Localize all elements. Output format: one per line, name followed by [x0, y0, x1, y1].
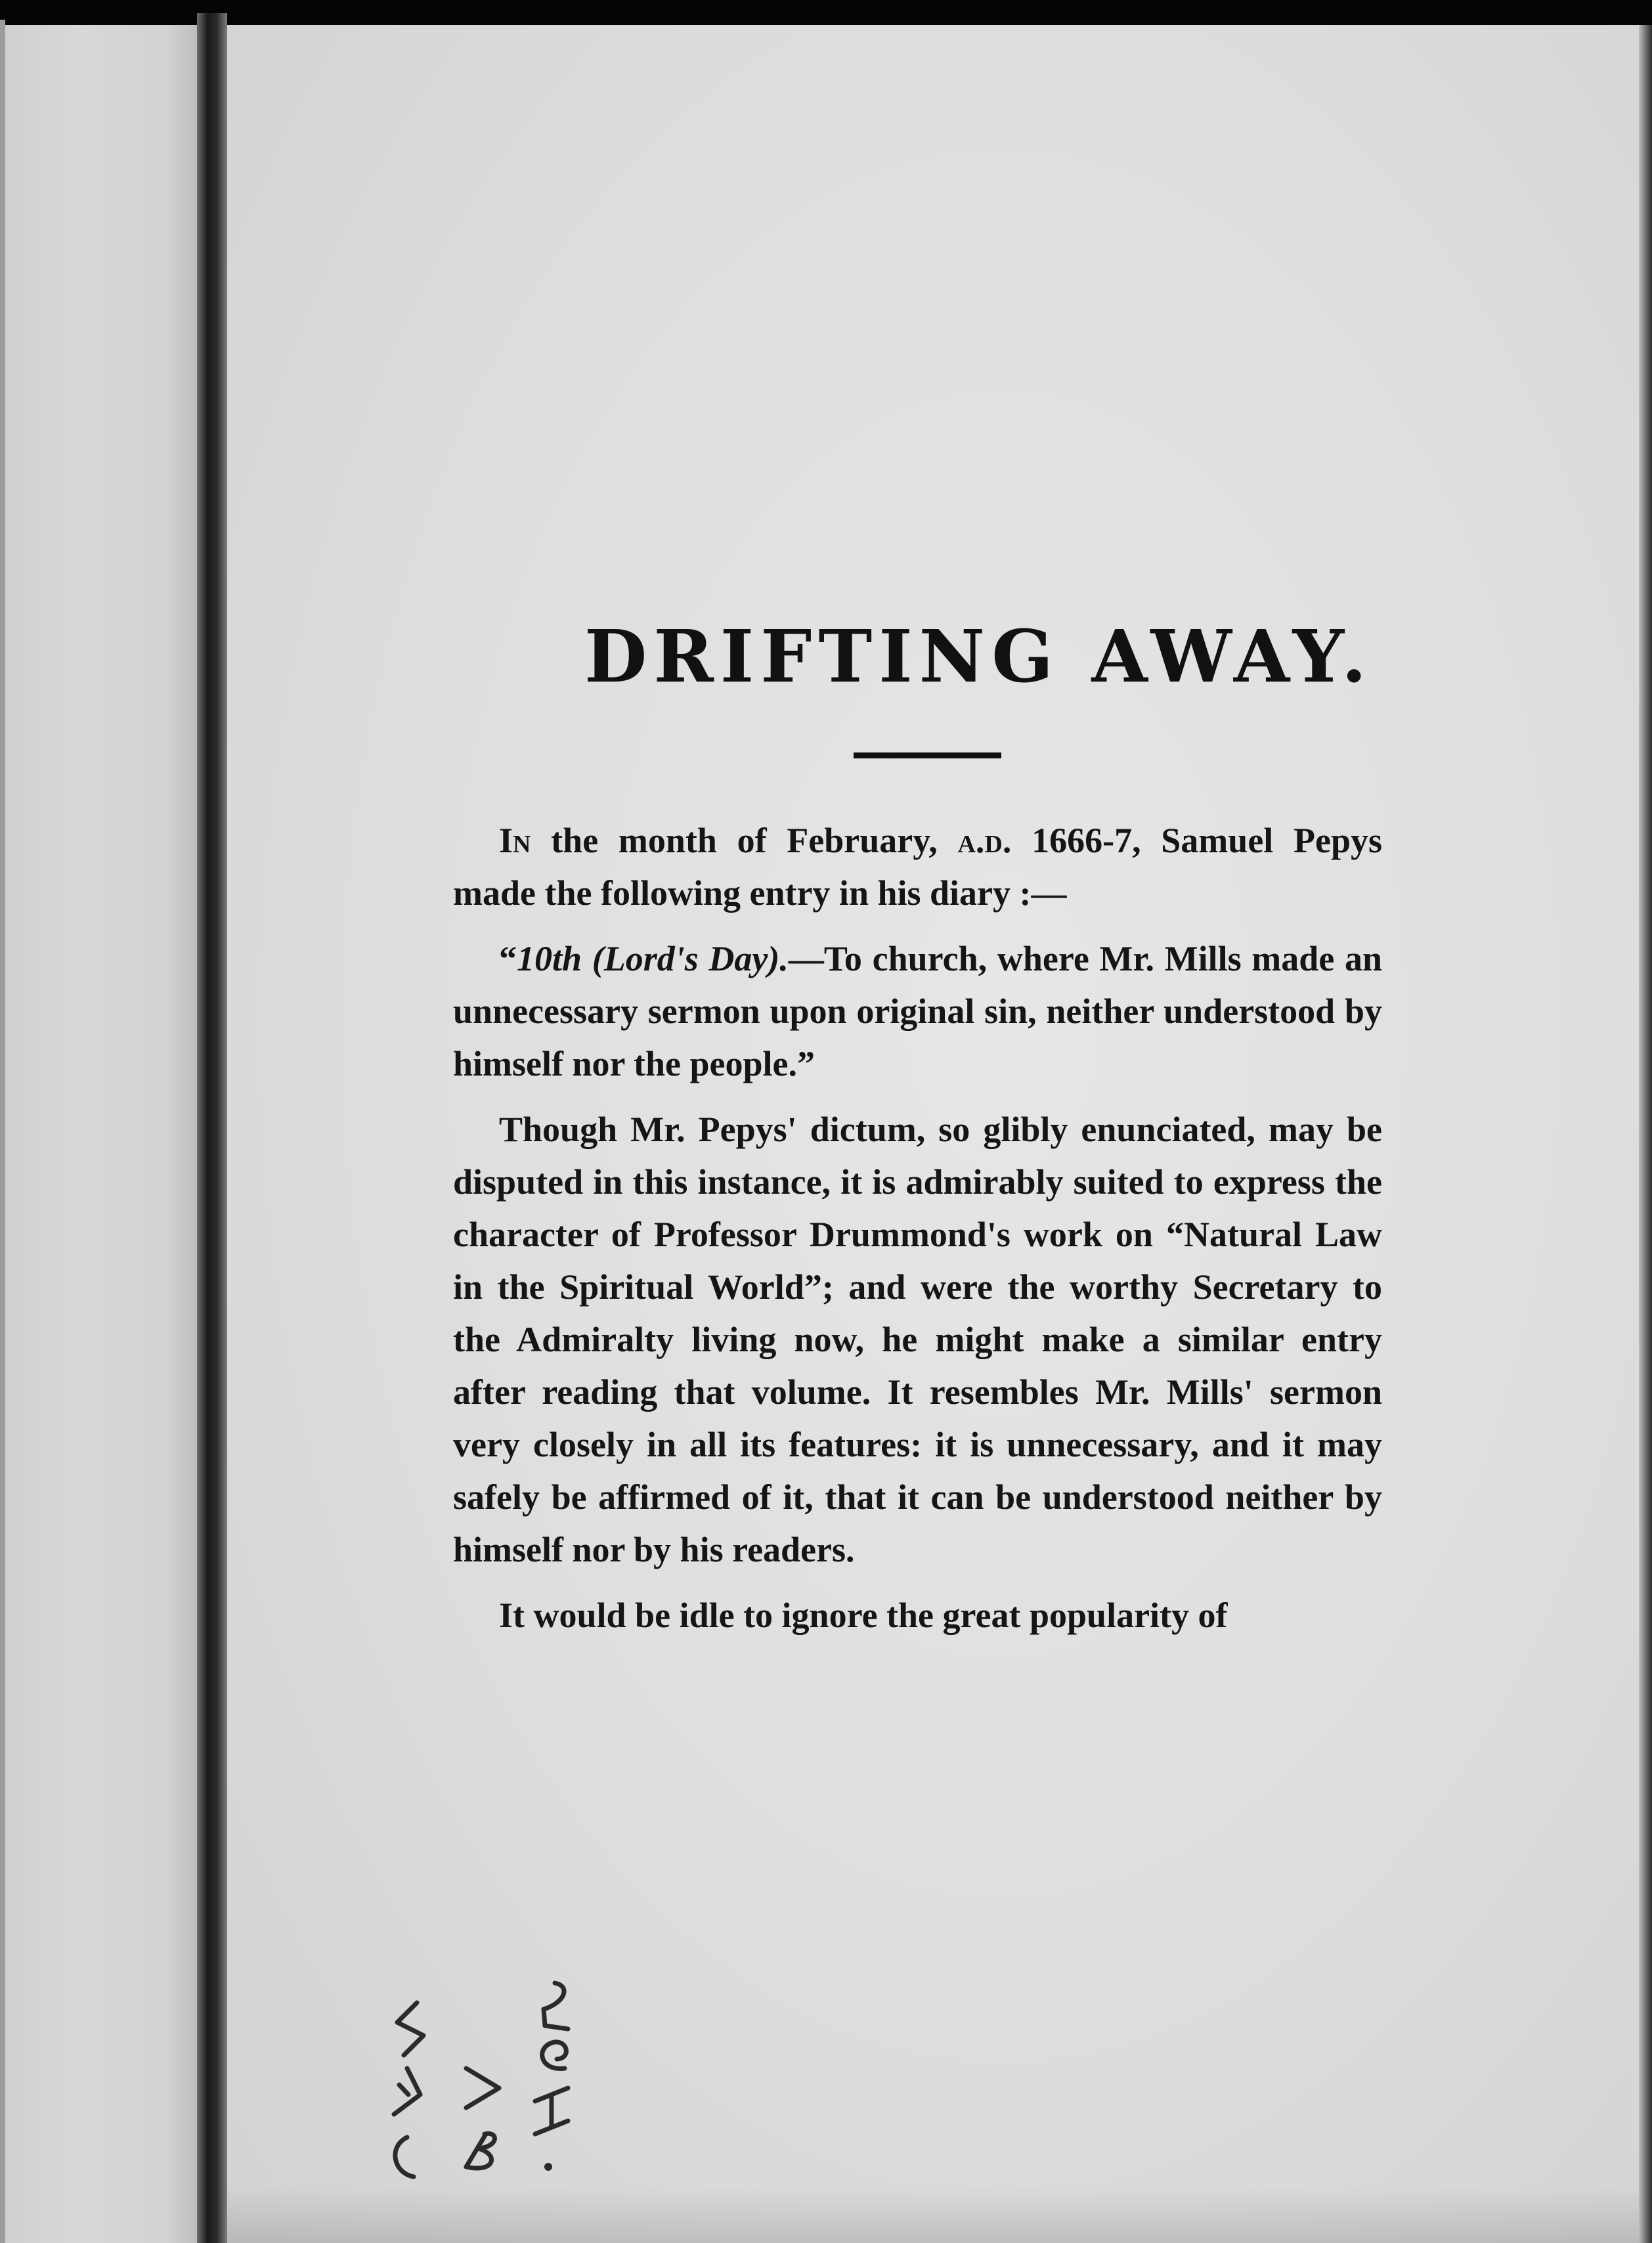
scan-top-border	[0, 0, 1652, 25]
facing-page-edge	[0, 20, 5, 2243]
scan-right-border	[1639, 25, 1652, 2243]
paragraph-4: It would be idle to ignore the great popularity of	[499, 1596, 1228, 1635]
title-rule	[854, 752, 1001, 758]
quotation-paragraph: “10th (Lord's Day).—To church, where Mr. Mills made an unnecessary sermon upon original sin, neither understood by himself nor the people.”	[453, 939, 1383, 1083]
quote-day: (Lord's Day).	[592, 939, 789, 978]
quote-date: 10th	[517, 939, 582, 978]
handwritten-call-number	[368, 1904, 643, 2187]
book-gutter	[197, 13, 227, 2243]
body-text	[453, 814, 1382, 1655]
facing-page-leaf	[0, 25, 197, 2243]
page-bottom-shadow	[227, 2187, 1639, 2243]
era-abbreviation: a.d.	[957, 821, 1012, 860]
page-title: DRIFTING AWAY.	[584, 614, 1374, 699]
lead-word: In	[499, 821, 531, 860]
paragraph-3: Though Mr. Pepys' dictum, so glibly enunciated, may be disputed in this instance, it is admirably suited to express the character of Professor Drummond's work on “Natural Law in the Spiritual World”; and were the worthy Secretary to the Admiralty living now, he might make a similar entry after reading that volume. It resembles Mr. Mills' sermon very closely in all its features: it is unnecessary, and it may safely be affirmed of it, that it can be understood neither by himself nor by his readers.	[453, 1110, 1382, 1569]
paragraph-1: In the month of February, a.d. 1666-7, Samuel Pepys made the following entry in his diary :—	[453, 821, 1383, 913]
